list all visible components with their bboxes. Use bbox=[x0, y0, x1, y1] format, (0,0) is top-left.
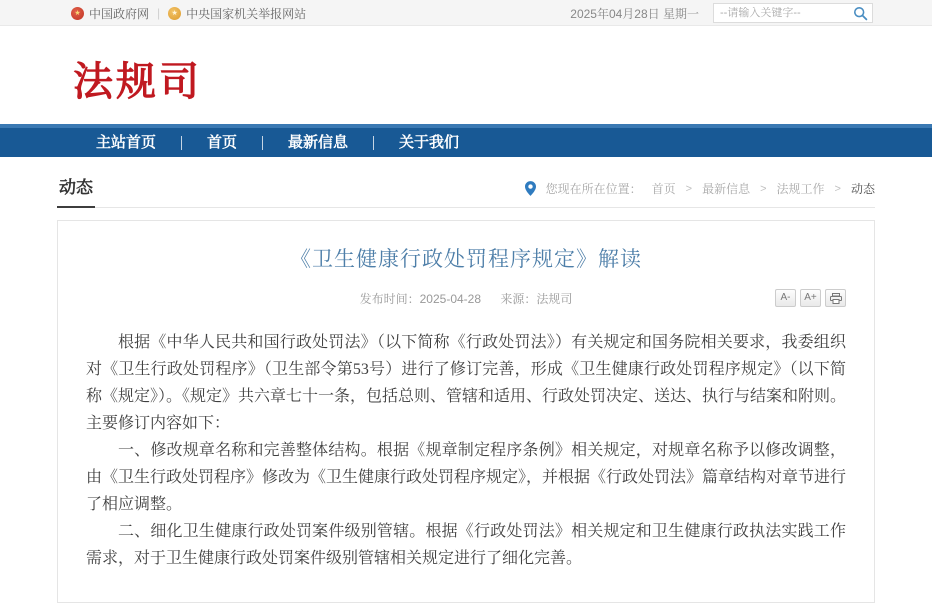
article-body bbox=[86, 329, 846, 572]
nav-item-about-us[interactable]: 关于我们 bbox=[399, 134, 460, 151]
site-header bbox=[0, 26, 932, 124]
print-button[interactable] bbox=[825, 289, 846, 307]
search-button[interactable] bbox=[848, 4, 872, 22]
report-site-icon bbox=[168, 7, 181, 20]
font-increase-button[interactable]: A+ bbox=[800, 289, 821, 307]
font-decrease-button[interactable]: A- bbox=[775, 289, 796, 307]
breadcrumb-item-latest-news[interactable]: 最新信息 bbox=[702, 182, 751, 196]
search-input[interactable] bbox=[714, 7, 848, 19]
topbar-divider: | bbox=[157, 6, 161, 20]
article-tools bbox=[775, 289, 846, 307]
article-paragraph: 二、细化卫生健康行政处罚案件级别管辖。根据《行政处罚法》相关规定和卫生健康行政执法实践工作需求，对于卫生健康行政处罚案件级别管辖相关规定进行了细化完善。 bbox=[86, 523, 846, 567]
site-logo[interactable]: 法规司 bbox=[73, 60, 202, 104]
breadcrumb-item-home[interactable]: 首页 bbox=[651, 182, 676, 196]
breadcrumb-separator: > bbox=[760, 182, 767, 195]
search-box bbox=[713, 3, 873, 23]
breadcrumb-item-current: 动态 bbox=[850, 182, 875, 196]
national-emblem-icon bbox=[71, 7, 84, 20]
location-pin-icon bbox=[525, 181, 536, 196]
article-title: 《卫生健康行政处罚程序规定》解读 bbox=[290, 248, 642, 271]
article-paragraph: 一、修改规章名称和完善整体结构。根据《规章制定程序条例》相关规定，对规章名称予以修改调整，由《卫生行政处罚程序》修改为《卫生健康行政处罚程序规定》，并根据《行政处罚法》篇章结构对章节进行了相应调整。 bbox=[86, 442, 847, 513]
publish-time-label: 发布时间： bbox=[359, 292, 420, 306]
article-card bbox=[57, 220, 875, 603]
printer-icon bbox=[830, 293, 842, 304]
source-label: 来源： bbox=[500, 292, 537, 306]
breadcrumb bbox=[525, 180, 875, 207]
gov-website-label: 中国政府网 bbox=[89, 6, 150, 21]
article-source bbox=[500, 292, 572, 306]
nav-item-main-home[interactable]: 主站首页 bbox=[96, 134, 157, 151]
article-meta bbox=[86, 289, 846, 309]
publish-time-value: 2025-04-28 bbox=[419, 292, 482, 306]
current-date: 2025年04月28日 星期一 bbox=[570, 6, 699, 21]
main-navbar bbox=[0, 124, 932, 157]
search-icon bbox=[853, 6, 868, 21]
source-value: 法规司 bbox=[536, 292, 573, 306]
gov-website-link[interactable] bbox=[71, 5, 149, 22]
breadcrumb-row bbox=[57, 157, 875, 208]
breadcrumb-separator: > bbox=[834, 182, 841, 195]
publish-time bbox=[360, 292, 481, 306]
breadcrumb-separator: > bbox=[685, 182, 693, 195]
breadcrumb-item-legal-work[interactable]: 法规工作 bbox=[776, 182, 825, 196]
nav-item-latest-news[interactable]: 最新信息 bbox=[288, 134, 349, 151]
breadcrumb-location-label: 您现在所在位置： bbox=[545, 182, 642, 196]
topbar bbox=[0, 0, 932, 26]
nav-item-home[interactable]: 首页 bbox=[207, 134, 238, 151]
report-website-link[interactable] bbox=[168, 5, 306, 22]
section-title: 动态 bbox=[57, 173, 95, 208]
main-content bbox=[57, 157, 875, 603]
article-paragraph: 根据《中华人民共和国行政处罚法》（以下简称《行政处罚法》）有关规定和国务院相关要求，我委组织对《卫生行政处罚程序》（卫生部令第53号）进行了修订完善，形成《卫生健康行政处罚程序规定》（以下简称《规定》）。《规定》共六章七十一条，包括总则、管辖和适用、行政处罚决定、送达、执行与结案和附则。主要修订内容如下： bbox=[86, 334, 847, 432]
report-website-label: 中央国家机关举报网站 bbox=[186, 6, 307, 21]
